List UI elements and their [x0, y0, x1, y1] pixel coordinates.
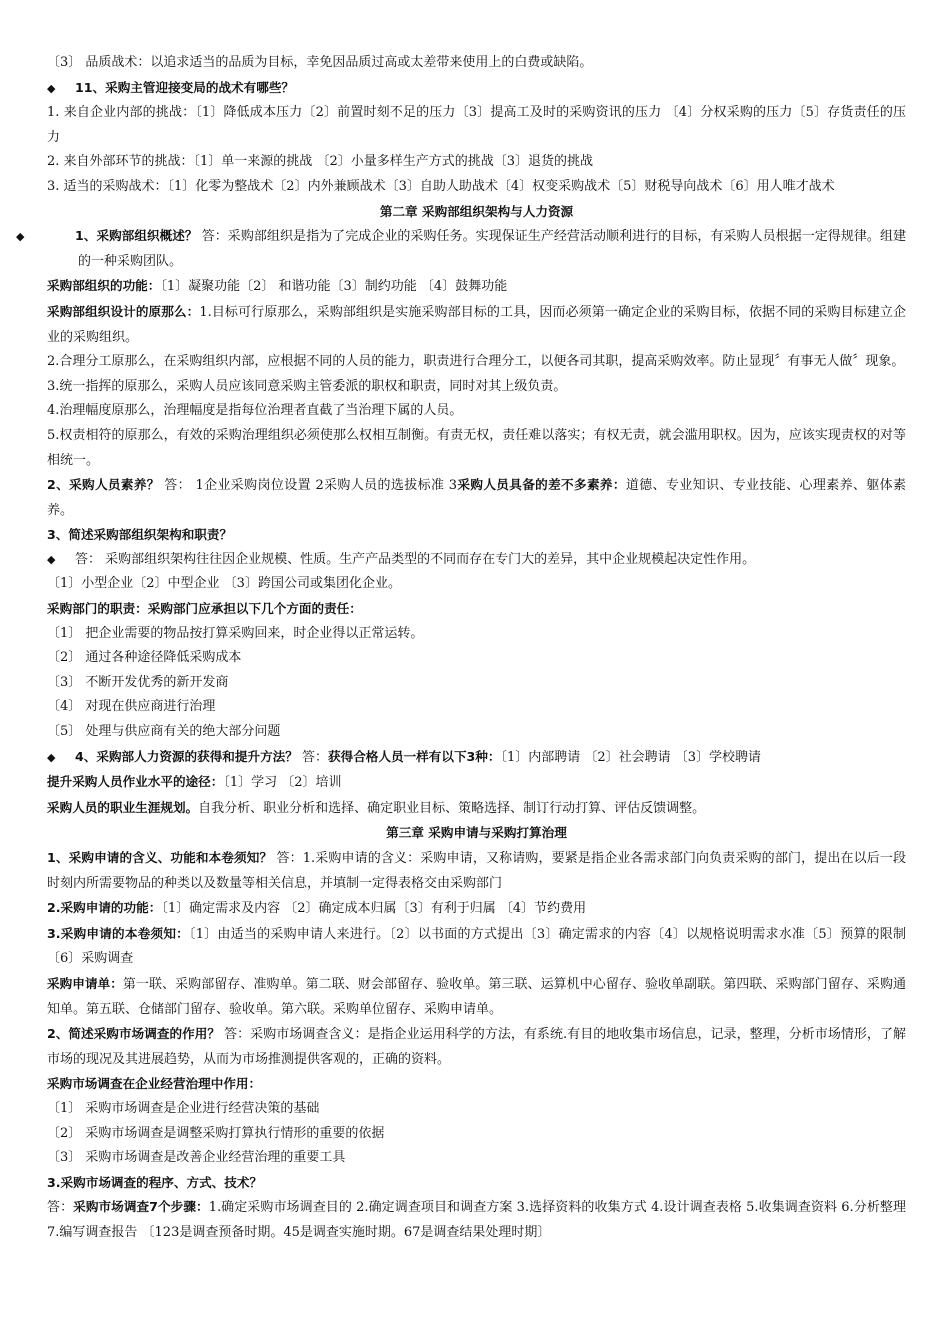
text-line: 〔3〕 品质战术：以追求适当的品质为目标，幸免因品质过高或太差带来使用上的白费或缺陷。 — [47, 55, 593, 70]
definition-line — [47, 896, 906, 922]
diamond-bullet-icon: ◆ — [16, 230, 25, 244]
answer-text: 答：采购市场调查含义：是指企业运用科学的方法，有系统.有目的地收集市场信息，记录，整理，分析市场情形，了解市场的现况及其进展趋势，从而为市场推测提供客观的，正确的资料。 — [47, 1027, 906, 1067]
list-item: 〔2〕 采购市场调查是调整采购打算执行情形的重要的依据 — [47, 1125, 385, 1141]
term-text: 自我分析、职业分析和选择、确定职业目标、策略选择、制订行动打算、评估反馈调整。 — [198, 800, 706, 816]
text-line: 2.合理分工原那么，在采购组织内部，应根据不同的人员的能力，职责进行合理分工，以便各司其职，提高采购效率。防止显现〞有事无人做〞现象。 — [47, 354, 905, 370]
chapter-title: 第二章 采购部组织架构与人力资源 — [379, 203, 574, 219]
question-label: 1、采购部组织概述？ — [75, 228, 198, 244]
text-line: 4.治理幅度原那么，治理幅度是指每位治理者直截了当治理下属的人员。 — [47, 403, 463, 419]
question-label: 2、简述采购市场调查的作用？ — [47, 1026, 220, 1042]
term-text: 〔1〕学习 〔2〕培训 — [223, 775, 342, 791]
term-label: 采购市场调查7个步骤： — [73, 1199, 209, 1215]
answer-text: 答：1.采购申请的含义：采购申请，又称请购，要紧是指企业各需求部门向负责采购的部门，提出在以后一段时刻内所需要物品的种类以及数量等相关信息，并填制一定得表格交由采购部门 — [47, 851, 906, 891]
answer-paragraph — [47, 1195, 906, 1245]
definition-line — [47, 274, 906, 300]
text-line: 3. 适当的采购战术：〔1〕化零为整战术〔2〕内外兼顾战术〔3〕自助人助战术〔4〕权变采购战术〔5〕财税导向战术〔6〕用人唯才战术 — [47, 178, 835, 194]
question-label: 11、采购主管迎接变局的战术有哪些？ — [75, 79, 295, 95]
question-paragraph — [47, 473, 906, 523]
answer-text: 〔1〕内部聘请 〔2〕社会聘请 〔3〕学校聘请 — [500, 749, 762, 765]
list-item: 〔3〕 采购市场调查是改善企业经营治理的重要工具 — [47, 1150, 346, 1166]
definition-line — [47, 972, 906, 1022]
term-label: 采购人员的职业生涯规划。 — [47, 799, 199, 815]
definition-line — [47, 796, 906, 822]
text-line: 3.统一指挥的原那么，采购人员应该同意采购主管委派的职权和职责，同时对其上级负责。 — [47, 378, 567, 394]
text-line: 〔1〕小型企业〔2〕中型企业 〔3〕跨国公司或集团化企业。 — [47, 576, 401, 592]
term-label: 采购申请单： — [47, 975, 123, 991]
question-label: 1、采购申请的含义、功能和本卷须知？ — [47, 850, 273, 865]
answer-text: 1.确定采购市场调查目的 2.确定调查项目和调查方案 3.选择资料的收集方式 4.设计调查表格 5.收集调查资料 6.分析整理 7.编写调查报告 〔123是调查预备时期。45是调查实施时期。67是调查结果处理时期〕 — [47, 1200, 906, 1240]
answer-text: 答：采购部组织是指为了完成企业的采购任务。实现保证生产经营活动顺利进行的目标，有采购人员根据一定得规律。组建的一种采购团队。 — [78, 229, 907, 269]
answer-text: 道德、专业知识、专业技能、心理素养、躯体素养。 — [47, 478, 907, 518]
list-item: 〔2〕 通过各种途径降低采购成本 — [47, 650, 242, 666]
text-line: 5.权责相符的原那么，有效的采购治理组织必须使那么权相互制衡。有责无权，责任难以落实；有权无责，就会滥用职权。因为，应该实现责权的对等相统一。 — [47, 427, 906, 468]
answer-paragraph — [47, 548, 906, 573]
text-line: 2. 来自外部环节的挑战：〔1〕单一来源的挑战 〔2〕小量多样生产方式的挑战〔3〕退货的挑战 — [47, 154, 593, 170]
list-item: 〔1〕 把企业需要的物品按打算采购回来，时企业得以正常运转。 — [47, 625, 424, 641]
question-heading — [47, 76, 906, 102]
section-label: 采购部门的职责：采购部门应承担以下几个方面的责任： — [47, 601, 362, 617]
term-label: 2.采购申请的功能： — [47, 900, 162, 916]
question-label: 2、采购人员素养？ — [47, 477, 160, 493]
question-paragraph — [47, 846, 906, 896]
question-paragraph — [16, 224, 907, 274]
term-text: 1.目标可行原那么，采购部组织是实施采购部目标的工具，因而必须第一确定企业的采购目标，依据不同的采购目标建立企业的采购组织。 — [47, 304, 907, 345]
chapter-title: 第三章 采购申请与采购打算治理 — [386, 825, 567, 841]
list-item: 〔3〕 不断开发优秀的新开发商 — [47, 674, 229, 690]
question-label: 3、简述采购部组织架构和职责？ — [47, 527, 233, 543]
definition-line — [47, 300, 906, 350]
term-text: 〔1〕凝聚功能〔2〕 和谐功能〔3〕制约功能 〔4〕鼓舞功能 — [160, 279, 508, 295]
answer-text: 答： — [297, 749, 328, 765]
question-paragraph — [47, 1022, 906, 1072]
definition-line — [47, 770, 906, 796]
answer-text: 答： 采购部组织架构往往因企业规模、性质。生产产品类型的不同而存在专门大的差异，其中企业规模起决定性作用。 — [75, 551, 756, 567]
answer-text: 答： 1企业采购岗位设置 2采购人员的选拔标准 3 — [159, 478, 458, 494]
term-label: 获得合格人员一样有以下3种： — [328, 748, 501, 764]
question-label: 4、采购部人力资源的获得和提升方法？ — [75, 748, 298, 764]
term-text: 〔1〕确定需求及内容 〔2〕确定成本归属〔3〕有利于归属 〔4〕节约费用 — [161, 901, 587, 917]
diamond-bullet-icon: ◆ — [47, 750, 56, 764]
text-line: 1. 来自企业内部的挑战：〔1〕降低成本压力〔2〕前置时刻不足的压力〔3〕提高工及时的采购资讯的压力 〔4〕分权采购的压力〔5〕存货责任的压力 — [47, 105, 906, 145]
list-item: 〔4〕 对现在供应商进行治理 — [47, 699, 216, 715]
term-label: 3.采购申请的本卷须知： — [47, 925, 189, 941]
list-item: 〔1〕 采购市场调查是企业进行经营决策的基础 — [47, 1100, 320, 1116]
diamond-bullet-icon: ◆ — [47, 552, 56, 566]
section-label: 采购市场调查在企业经营治理中作用： — [47, 1076, 262, 1092]
term-text: 第一联、采购部留存、准购单。第二联、财会部留存、验收单。第三联、运算机中心留存、验收单副联。第四联、采购部门留存、采购通知单。第五联、仓储部门留存、验收单。第六联。采购单位留存、采购申请单。 — [47, 976, 906, 1017]
term-label: 提升采购人员作业水平的途径： — [47, 774, 224, 790]
term-label: 采购人员具备的差不多素养： — [457, 477, 626, 493]
question-paragraph — [47, 745, 906, 771]
term-label: 采购部组织设计的原那么： — [47, 303, 200, 319]
definition-line — [47, 922, 906, 972]
term-label: 采购部组织的功能： — [47, 278, 161, 294]
diamond-bullet-icon: ◆ — [47, 81, 56, 95]
term-text: 〔1〕由适当的采购申请人来进行。〔2〕以书面的方式提出〔3〕确定需求的内容〔4〕以规格说明需求水准〔5〕预算的限制 〔6〕采购调查 — [47, 926, 906, 967]
question-label: 3.采购市场调查的程序、方式、技术？ — [47, 1174, 263, 1190]
list-item: 〔5〕 处理与供应商有关的绝大部分问题 — [47, 724, 281, 740]
answer-prefix: 答： — [47, 1200, 74, 1216]
